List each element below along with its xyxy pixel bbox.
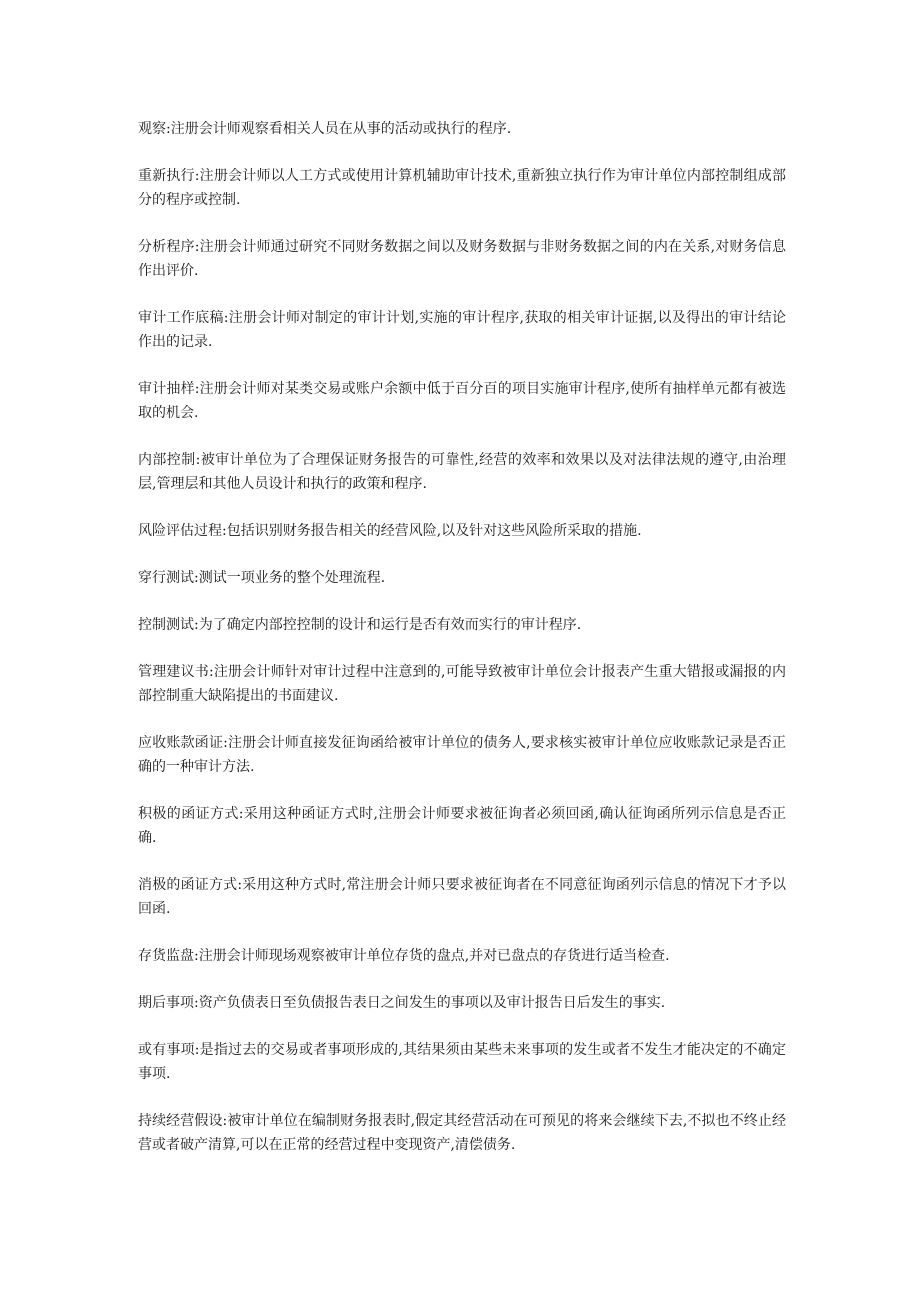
glossary-entry-observation: 观察:注册会计师观察看相关人员在从事的活动或执行的程序. — [138, 121, 512, 137]
glossary-entry-risk-assessment-process: 风险评估过程:包括识别财务报告相关的经营风险,以及针对这些风险所采取的措施. — [138, 523, 642, 539]
glossary-entry-receivables-confirmation: 应收账款函证:注册会计师直接发征询函给被审计单位的债务人,要求核实被审计单位应收账款记录是否正确的一种审计方法. — [138, 735, 786, 775]
glossary-entry-control-testing: 控制测试:为了确定内部控控制的设计和运行是否有效而实行的审计程序. — [138, 617, 582, 633]
glossary-entry-going-concern: 持续经营假设:被审计单位在编制财务报表时,假定其经营活动在可预见的将来会继续下去,不拟也不终止经营或者破产清算,可以在正常的经营过程中变现资产,清偿债务. — [138, 1113, 786, 1153]
glossary-entry-reperformance: 重新执行:注册会计师以人工方式或使用计算机辅助审计技术,重新独立执行作为审计单位内部控制组成部分的程序或控制. — [138, 168, 786, 208]
glossary-entry-negative-confirmation: 消极的函证方式:采用这种方式时,常注册会计师只要求被征询者在不同意征询函列示信息的情况下才予以回函. — [138, 877, 786, 917]
glossary-entry-analytical-procedures: 分析程序:注册会计师通过研究不同财务数据之间以及财务数据与非财务数据之间的内在关系,对财务信息作出评价. — [138, 239, 786, 279]
glossary-entry-internal-control: 内部控制:被审计单位为了合理保证财务报告的可靠性,经营的效率和效果以及对法律法规的遵守,由治理层,管理层和其他人员设计和执行的政策和程序. — [138, 452, 786, 492]
glossary-entry-positive-confirmation: 积极的函证方式:采用这种函证方式时,注册会计师要求被征询者必须回函,确认征询函所列示信息是否正确. — [138, 806, 786, 846]
glossary-entry-contingencies: 或有事项:是指过去的交易或者事项形成的,其结果须由某些未来事项的发生或者不发生才能决定的不确定事项. — [138, 1042, 786, 1082]
glossary-entry-inventory-observation: 存货监盘:注册会计师现场观察被审计单位存货的盘点,并对已盘点的存货进行适当检查. — [138, 948, 670, 964]
glossary-list — [138, 117, 786, 1180]
glossary-entry-management-letter: 管理建议书:注册会计师针对审计过程中注意到的,可能导致被审计单位会计报表产生重大错报或漏报的内部控制重大缺陷提出的书面建议. — [138, 664, 786, 704]
glossary-entry-walkthrough-test: 穿行测试:测试一项业务的整个处理流程. — [138, 570, 386, 586]
glossary-entry-subsequent-events: 期后事项:资产负债表日至负债报告表日之间发生的事项以及审计报告日后发生的事实. — [138, 995, 666, 1011]
glossary-entry-audit-sampling: 审计抽样:注册会计师对某类交易或账户余额中低于百分百的项目实施审计程序,使所有抽样单元都有被选取的机会. — [138, 381, 786, 421]
glossary-entry-working-papers: 审计工作底稿:注册会计师对制定的审计计划,实施的审计程序,获取的相关审计证据,以及得出的审计结论作出的记录. — [138, 310, 786, 350]
